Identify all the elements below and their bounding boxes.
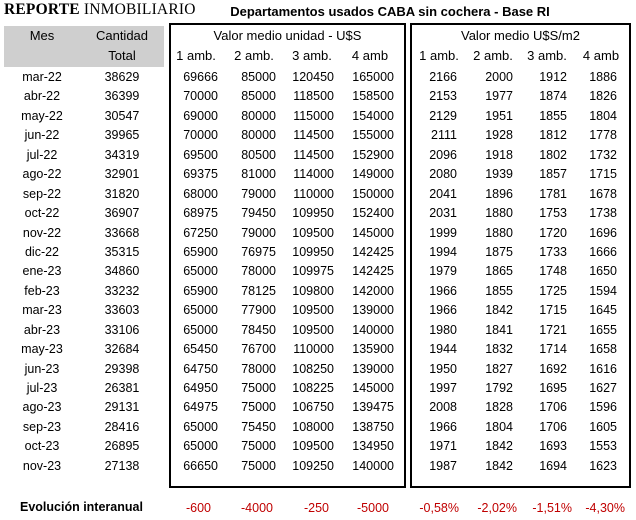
row-unidad-value: 69000 — [183, 109, 218, 123]
row-total: 33668 — [104, 226, 140, 240]
row-unidad-value: 155000 — [352, 128, 394, 142]
row-m2-value: 1738 — [589, 206, 617, 220]
row-unidad-value: 118500 — [293, 89, 334, 103]
row-total: 33232 — [104, 284, 140, 298]
footer-unidad-value: -4000 — [241, 501, 273, 515]
row-m2-value: 2111 — [431, 128, 457, 142]
row-total: 32684 — [104, 342, 140, 356]
footer-unidad-value: -250 — [303, 501, 329, 515]
row-m2-value: 1918 — [485, 148, 513, 162]
footer-m2-value: -4,30% — [585, 501, 625, 515]
row-unidad-value: 75000 — [241, 459, 276, 473]
row-unidad-value: 65000 — [183, 323, 218, 337]
row-unidad-value: 76975 — [241, 245, 276, 259]
row-mes: ago-22 — [22, 167, 62, 181]
row-m2-value: 1553 — [589, 439, 617, 453]
row-mes: may-22 — [21, 109, 63, 123]
row-unidad-value: 70000 — [183, 128, 218, 142]
row-unidad-value: 75450 — [241, 420, 276, 434]
row-mes: mar-22 — [22, 70, 62, 84]
header-mes: Mes — [29, 28, 55, 43]
row-mes: ago-23 — [22, 400, 62, 414]
row-m2-value: 2008 — [429, 400, 457, 414]
header-unidad-col: 1 amb. — [176, 48, 216, 63]
row-m2-value: 1781 — [539, 187, 567, 201]
row-m2-value: 1826 — [589, 89, 617, 103]
row-unidad-value: 80000 — [241, 109, 276, 123]
row-unidad-value: 110000 — [293, 342, 334, 356]
row-m2-value: 1804 — [485, 420, 513, 434]
row-m2-value: 1875 — [485, 245, 513, 259]
row-m2-value: 1855 — [485, 284, 513, 298]
row-total: 36399 — [104, 89, 140, 103]
row-m2-value: 1987 — [429, 459, 457, 473]
row-mes: oct-22 — [24, 206, 60, 220]
row-m2-value: 1912 — [539, 70, 567, 84]
row-m2-value: 1650 — [589, 264, 617, 278]
row-m2-value: 1980 — [429, 323, 457, 337]
row-m2-value: 1841 — [485, 323, 513, 337]
row-m2-value: 1706 — [539, 400, 567, 414]
row-mes: jul-23 — [26, 381, 58, 395]
row-unidad-value: 108000 — [292, 420, 334, 434]
row-m2-value: 1596 — [589, 400, 617, 414]
row-unidad-value: 142425 — [352, 264, 394, 278]
row-unidad-value: 114500 — [293, 148, 334, 162]
row-m2-value: 2031 — [429, 206, 457, 220]
row-total: 31820 — [104, 187, 140, 201]
row-unidad-value: 109800 — [292, 284, 334, 298]
row-unidad-value: 81000 — [241, 167, 276, 181]
row-m2-value: 1678 — [589, 187, 617, 201]
row-unidad-value: 120450 — [292, 70, 334, 84]
row-m2-value: 1832 — [485, 342, 513, 356]
header-unidad-col: 3 amb. — [292, 48, 332, 63]
row-m2-value: 1748 — [539, 264, 567, 278]
row-unidad-value: 152400 — [352, 206, 394, 220]
row-mes: abr-23 — [23, 323, 61, 337]
row-m2-value: 1706 — [539, 420, 567, 434]
row-m2-value: 2166 — [429, 70, 457, 84]
row-total: 27138 — [104, 459, 140, 473]
row-m2-value: 2000 — [485, 70, 513, 84]
row-m2-value: 1886 — [589, 70, 617, 84]
row-total: 39965 — [104, 128, 140, 142]
row-unidad-value: 165000 — [352, 70, 394, 84]
row-total: 32901 — [104, 167, 140, 181]
row-unidad-value: 65000 — [183, 264, 218, 278]
row-unidad-value: 65000 — [183, 303, 218, 317]
row-m2-value: 1594 — [589, 284, 617, 298]
row-total: 30547 — [104, 109, 140, 123]
row-m2-value: 1880 — [485, 226, 513, 240]
header-m2-col: 3 amb. — [527, 48, 567, 63]
row-unidad-value: 75000 — [241, 400, 276, 414]
row-unidad-value: 135900 — [352, 342, 394, 356]
row-mes: jun-22 — [24, 128, 60, 142]
row-m2-value: 2153 — [429, 89, 457, 103]
header-m2-col: 1 amb. — [419, 48, 459, 63]
row-unidad-value: 114500 — [293, 128, 334, 142]
row-m2-value: 1733 — [539, 245, 567, 259]
row-total: 29131 — [104, 400, 140, 414]
brand-logo: REPORTE INMOBILIARIO — [4, 1, 196, 18]
row-unidad-value: 106750 — [292, 400, 334, 414]
row-unidad-value: 65900 — [183, 284, 218, 298]
row-m2-value: 1979 — [429, 264, 457, 278]
row-m2-value: 1693 — [539, 439, 567, 453]
row-unidad-value: 79450 — [241, 206, 276, 220]
row-unidad-value: 65900 — [183, 245, 218, 259]
row-m2-value: 1874 — [539, 89, 567, 103]
header-unidad-col: 4 amb — [351, 48, 389, 63]
row-m2-value: 1842 — [485, 439, 513, 453]
row-m2-value: 1616 — [589, 362, 617, 376]
row-unidad-value: 109950 — [292, 206, 334, 220]
row-m2-value: 1714 — [539, 342, 567, 356]
header-cantidad: Cantidad — [95, 28, 149, 43]
row-m2-value: 1944 — [429, 342, 457, 356]
row-unidad-value: 65000 — [183, 439, 218, 453]
row-unidad-value: 68975 — [183, 206, 218, 220]
row-m2-value: 1999 — [429, 226, 457, 240]
row-unidad-value: 78000 — [241, 362, 276, 376]
row-unidad-value: 110000 — [293, 187, 334, 201]
row-m2-value: 1715 — [589, 167, 617, 181]
row-unidad-value: 64950 — [183, 381, 218, 395]
row-total: 26381 — [104, 381, 140, 395]
row-mes: jun-23 — [24, 362, 60, 376]
row-unidad-value: 78000 — [241, 264, 276, 278]
row-m2-value: 1778 — [589, 128, 617, 142]
row-unidad-value: 69375 — [183, 167, 218, 181]
row-unidad-value: 69666 — [183, 70, 218, 84]
row-total: 34860 — [104, 264, 140, 278]
row-m2-value: 1605 — [589, 420, 617, 434]
row-unidad-value: 139000 — [352, 303, 394, 317]
row-unidad-value: 64750 — [183, 362, 218, 376]
row-unidad-value: 109975 — [292, 264, 334, 278]
row-unidad-value: 70000 — [183, 89, 218, 103]
row-m2-value: 2080 — [429, 167, 457, 181]
row-unidad-value: 75000 — [241, 381, 276, 395]
row-unidad-value: 78125 — [241, 284, 276, 298]
row-unidad-value: 109500 — [292, 303, 334, 317]
row-m2-value: 2041 — [429, 187, 457, 201]
row-m2-value: 1721 — [539, 323, 567, 337]
row-unidad-value: 115000 — [293, 109, 334, 123]
row-m2-value: 1857 — [539, 167, 567, 181]
row-mes: ene-23 — [22, 264, 62, 278]
row-unidad-value: 108250 — [292, 362, 334, 376]
row-mes: mar-23 — [22, 303, 62, 317]
row-m2-value: 1696 — [589, 226, 617, 240]
row-unidad-value: 79000 — [241, 226, 276, 240]
footer-m2-value: -2,02% — [477, 501, 517, 515]
row-m2-value: 1966 — [429, 303, 457, 317]
row-m2-value: 1928 — [485, 128, 513, 142]
row-m2-value: 1725 — [539, 284, 567, 298]
row-unidad-value: 140000 — [352, 459, 394, 473]
row-unidad-value: 64975 — [183, 400, 218, 414]
row-unidad-value: 142425 — [352, 245, 394, 259]
row-m2-value: 1792 — [485, 381, 513, 395]
row-unidad-value: 108225 — [292, 381, 334, 395]
row-m2-value: 1994 — [429, 245, 457, 259]
row-m2-value: 2129 — [429, 109, 457, 123]
row-mes: dic-22 — [24, 245, 60, 259]
row-m2-value: 1828 — [485, 400, 513, 414]
row-total: 38629 — [104, 70, 140, 84]
row-m2-value: 1997 — [429, 381, 457, 395]
row-unidad-value: 80000 — [241, 128, 276, 142]
row-unidad-value: 109500 — [292, 323, 334, 337]
row-total: 34319 — [104, 148, 140, 162]
row-m2-value: 1812 — [539, 128, 567, 142]
row-unidad-value: 145000 — [352, 226, 394, 240]
row-unidad-value: 85000 — [241, 89, 276, 103]
row-total: 35315 — [104, 245, 140, 259]
row-m2-value: 1645 — [589, 303, 617, 317]
row-m2-value: 1802 — [539, 148, 567, 162]
row-mes: jul-22 — [26, 148, 58, 162]
row-unidad-value: 145000 — [352, 381, 394, 395]
row-mes: sep-22 — [22, 187, 62, 201]
row-unidad-value: 78450 — [241, 323, 276, 337]
row-mes: oct-23 — [24, 439, 60, 453]
row-unidad-value: 142000 — [352, 284, 394, 298]
report-title: Departamentos usados CABA sin cochera - Base RI — [230, 4, 550, 19]
row-unidad-value: 139475 — [352, 400, 394, 414]
footer-unidad-value: -5000 — [357, 501, 389, 515]
row-m2-value: 1720 — [539, 226, 567, 240]
row-unidad-value: 114000 — [293, 167, 334, 181]
row-total: 28416 — [104, 420, 140, 434]
header-m2-col: 4 amb — [582, 48, 620, 63]
row-unidad-value: 138750 — [352, 420, 394, 434]
row-unidad-value: 109500 — [292, 439, 334, 453]
row-unidad-value: 150000 — [352, 187, 394, 201]
row-mes: sep-23 — [22, 420, 62, 434]
row-m2-value: 1655 — [589, 323, 617, 337]
row-m2-value: 1666 — [589, 245, 617, 259]
row-mes: abr-22 — [23, 89, 61, 103]
row-m2-value: 1977 — [485, 89, 513, 103]
row-unidad-value: 66650 — [183, 459, 218, 473]
row-m2-value: 1692 — [539, 362, 567, 376]
row-unidad-value: 80500 — [241, 148, 276, 162]
row-unidad-value: 149000 — [352, 167, 394, 181]
row-unidad-value: 65450 — [183, 342, 218, 356]
footer-m2-value: -0,58% — [419, 501, 459, 515]
row-m2-value: 1865 — [485, 264, 513, 278]
footer-m2-value: -1,51% — [532, 501, 572, 515]
row-unidad-value: 109500 — [292, 226, 334, 240]
header-m2-group: Valor medio U$S/m2 — [461, 28, 580, 43]
footer-unidad-value: -600 — [185, 501, 211, 515]
row-unidad-value: 69500 — [183, 148, 218, 162]
row-total: 29398 — [104, 362, 140, 376]
row-m2-value: 1694 — [539, 459, 567, 473]
header-unidad-group: Valor medio unidad - U$S — [213, 28, 362, 43]
row-total: 26895 — [104, 439, 140, 453]
row-m2-value: 1855 — [539, 109, 567, 123]
row-m2-value: 1966 — [429, 420, 457, 434]
row-total: 33603 — [104, 303, 140, 317]
row-m2-value: 1880 — [485, 206, 513, 220]
row-unidad-value: 158500 — [352, 89, 394, 103]
row-unidad-value: 85000 — [241, 70, 276, 84]
row-unidad-value: 76700 — [241, 342, 276, 356]
row-total: 36907 — [104, 206, 140, 220]
row-unidad-value: 140000 — [352, 323, 394, 337]
row-unidad-value: 109950 — [292, 245, 334, 259]
row-unidad-value: 152900 — [352, 148, 394, 162]
row-m2-value: 1842 — [485, 303, 513, 317]
row-unidad-value: 65000 — [183, 420, 218, 434]
row-m2-value: 2096 — [429, 148, 457, 162]
row-m2-value: 1842 — [485, 459, 513, 473]
row-mes: feb-23 — [24, 284, 60, 298]
row-unidad-value: 75000 — [241, 439, 276, 453]
row-total: 33106 — [104, 323, 140, 337]
row-unidad-value: 77900 — [241, 303, 276, 317]
row-m2-value: 1971 — [429, 439, 457, 453]
row-unidad-value: 139000 — [352, 362, 394, 376]
row-mes: may-23 — [21, 342, 63, 356]
row-m2-value: 1753 — [539, 206, 567, 220]
row-m2-value: 1695 — [539, 381, 567, 395]
row-m2-value: 1966 — [429, 284, 457, 298]
row-unidad-value: 67250 — [183, 226, 218, 240]
row-unidad-value: 79000 — [241, 187, 276, 201]
row-m2-value: 1627 — [589, 381, 617, 395]
header-m2-col: 2 amb. — [473, 48, 513, 63]
row-m2-value: 1896 — [485, 187, 513, 201]
row-m2-value: 1939 — [485, 167, 513, 181]
row-m2-value: 1950 — [429, 362, 457, 376]
row-unidad-value: 154000 — [352, 109, 394, 123]
row-m2-value: 1732 — [589, 148, 617, 162]
row-unidad-value: 134950 — [352, 439, 394, 453]
row-unidad-value: 68000 — [183, 187, 218, 201]
row-unidad-value: 109250 — [292, 459, 334, 473]
row-m2-value: 1827 — [485, 362, 513, 376]
row-m2-value: 1951 — [485, 109, 513, 123]
footer-label: Evolución interanual — [20, 500, 143, 514]
row-m2-value: 1804 — [589, 109, 617, 123]
row-m2-value: 1715 — [539, 303, 567, 317]
row-mes: nov-23 — [22, 459, 62, 473]
row-mes: nov-22 — [22, 226, 62, 240]
row-m2-value: 1658 — [589, 342, 617, 356]
header-unidad-col: 2 amb. — [234, 48, 274, 63]
row-m2-value: 1623 — [589, 459, 617, 473]
header-total: Total — [108, 48, 136, 63]
